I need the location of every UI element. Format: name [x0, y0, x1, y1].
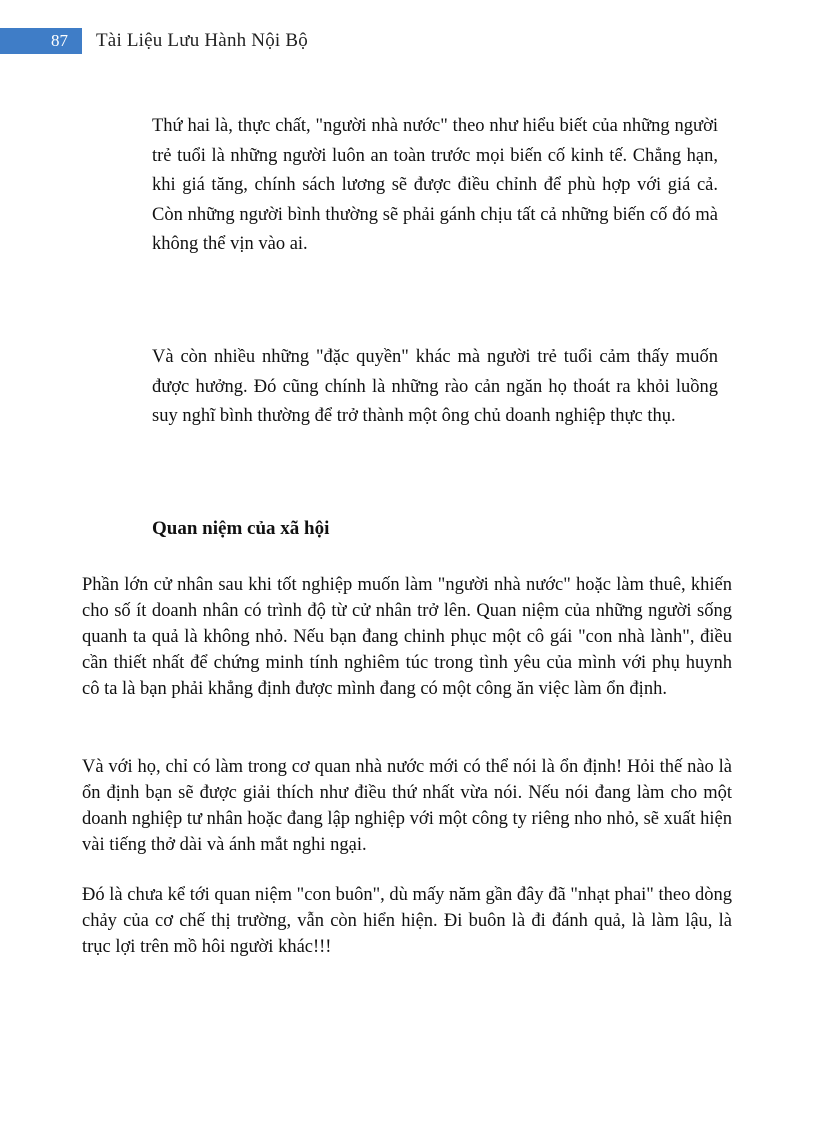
paragraph-1: Thứ hai là, thực chất, "người nhà nước" theo như hiểu biết của những người trẻ tuổi là những người luôn an toàn trước mọi biến cố kinh tế. Chẳng hạn, khi giá tăng, chính sách lương sẽ được điều chỉnh để phù hợp với giá cả. Còn những người bình thường sẽ phải gánh chịu tất cả những biến cố đó mà không thể vịn vào ai. [152, 116, 718, 254]
section-heading: Quan niệm của xã hội [152, 518, 330, 539]
paragraph-4: Và với họ, chỉ có làm trong cơ quan nhà nước mới có thể nói là ổn định! Hỏi thế nào là ổn định bạn sẽ được giải thích như điều thứ nhất vừa nói. Nếu nói đang làm cho một doanh nghiệp tư nhân hoặc đang lập nghiệp với một công ty riêng nho nhỏ, sẽ xuất hiện vài tiếng thở dài và ánh mắt nghi ngại. [82, 757, 732, 855]
running-header-title: Tài Liệu Lưu Hành Nội Bộ [96, 30, 308, 51]
page-number-badge: 87 [0, 28, 82, 54]
paragraph-2: Và còn nhiều những "đặc quyền" khác mà người trẻ tuổi cảm thấy muốn được hưởng. Đó cũng chính là những rào cản ngăn họ thoát ra khỏi luồng suy nghĩ bình thường để trở thành một ông chủ doanh nghiệp thực thụ. [152, 347, 718, 426]
paragraph-5: Đó là chưa kể tới quan niệm "con buôn", dù mấy năm gần đây đã "nhạt phai" theo dòng chảy của cơ chế thị trường, vẫn còn hiển hiện. Đi buôn là đi đánh quả, là làm lậu, là trục lợi trên mồ hôi người khác!!! [82, 885, 732, 957]
paragraph-3: Phần lớn cử nhân sau khi tốt nghiệp muốn làm "người nhà nước" hoặc làm thuê, khiến cho số ít doanh nhân có trình độ từ cử nhân trở lên. Quan niệm của những người sống quanh ta quả là không nhỏ. Nếu bạn đang chinh phục một cô gái "con nhà lành", điều cần thiết nhất để chứng minh tính nghiêm túc trong tình yêu của mình với phụ huynh cô ta là bạn phải khẳng định được mình đang có một công ăn việc làm ổn định. [82, 575, 732, 699]
